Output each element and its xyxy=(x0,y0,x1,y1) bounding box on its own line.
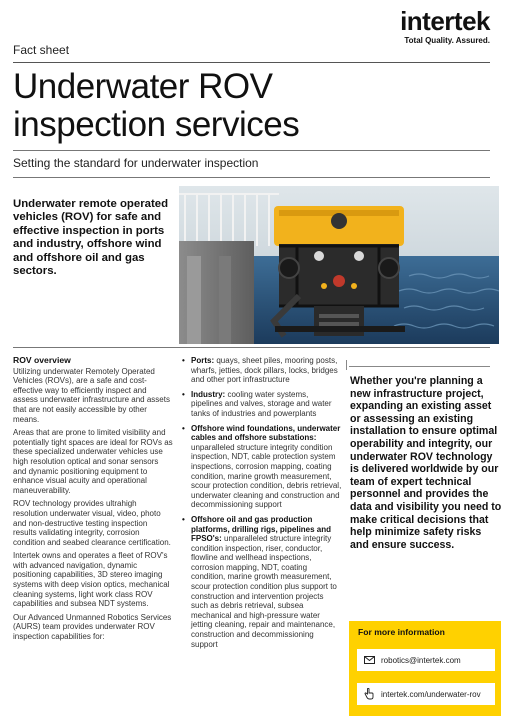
callout-rule xyxy=(349,366,490,367)
logo-tagline: Total Quality. Assured. xyxy=(404,36,490,45)
sector-label: Offshore oil and gas production platforms, drilling rigs, pipelines and FPSO's: xyxy=(191,514,332,544)
intro-statement: Underwater remote operated vehicles (ROV) for safe and effective inspection in ports and industry, offshore wind and offshore oil and gas sectors. xyxy=(13,198,169,278)
overview-paragraph: Our Advanced Unmanned Robotics Services (AURS) team provides underwater ROV inspection capabilities for: xyxy=(13,612,172,642)
subtitle-rule-bottom xyxy=(13,177,490,178)
website-text: intertek.com/underwater-rov xyxy=(381,689,481,699)
contact-heading: For more information xyxy=(358,627,445,637)
email-text: robotics@intertek.com xyxy=(381,655,461,665)
sector-text: quays, sheet piles, mooring posts, wharfs, jetties, dock pillars, locks, bridges and other port infrastructure xyxy=(191,356,338,385)
brand-logo xyxy=(400,8,490,45)
envelope-icon xyxy=(363,654,375,666)
logo-wordmark: intertek xyxy=(400,6,490,36)
sector-text: unparalleled structure integrity condition inspection, riser, conductor, flowline and wellhead inspections, corrosion mapping, NDT, coating condition, marine growth measurement, scour protection condition plus support to construction and intervention projects such as debris retrieval, subsea mechanical and high-pressure water jetting cleaning, repair and maintenance, construction and decommissioning support xyxy=(191,534,337,649)
sector-list-section xyxy=(182,356,342,654)
rov-photo xyxy=(179,186,499,344)
subtitle-rule-top xyxy=(13,150,490,151)
list-item xyxy=(182,424,342,510)
content-rule xyxy=(13,347,490,348)
overview-paragraph: Intertek owns and operates a fleet of ROV's with advanced navigation, dynamic positioning capabilities, 3D stereo imaging systems with deep vision optics, mechanical cleaning systems, light work class ROV capabilities and subsea NDT systems. xyxy=(13,551,170,609)
contact-box xyxy=(349,621,501,716)
overview-paragraph: ROV technology provides ultrahigh resolution underwater visual, video, photo and non-destructive testing inspection results validating integrity, corrosion condition and seabed clearance certification. xyxy=(13,499,171,547)
overview-heading: ROV overview xyxy=(13,355,71,365)
list-item xyxy=(182,390,342,419)
sector-list xyxy=(182,356,342,649)
website-link[interactable] xyxy=(357,683,495,705)
rov-overview-section xyxy=(13,356,173,646)
pointer-hand-icon xyxy=(363,688,375,700)
page-subtitle: Setting the standard for underwater inspection xyxy=(13,156,259,170)
sector-label: Offshore wind foundations, underwater cables and offshore substations: xyxy=(191,423,341,443)
sector-text: cooling water systems, pipelines and valves, storage and water tanks of industries and powerplants xyxy=(191,389,332,418)
header-rule xyxy=(13,62,490,63)
document-type: Fact sheet xyxy=(13,43,70,57)
sector-label: Industry: xyxy=(191,389,226,399)
list-item xyxy=(182,356,342,385)
page-title: Underwater ROV inspection services xyxy=(13,67,300,144)
sector-text: unparalleled structure integrity condition inspection, NDT, cable protection system inspections, corrosion mapping, coating condition, marine growth measurement, scour protection condition, debris retrieval, underwater cleaning and construction and decommissioning support xyxy=(191,442,342,510)
email-link[interactable] xyxy=(357,649,495,671)
column-divider xyxy=(346,360,347,370)
sector-label: Ports: xyxy=(191,356,215,365)
overview-paragraph: Areas that are prone to limited visibility and potentially tight spaces are ideal for ROVs as these specialized underwater vehicles use high resolution optical and sonar sensors and dynamic positioning equipment to enhance visual acuity and operational maneuverability. xyxy=(13,428,173,495)
overview-paragraph: Utilizing underwater Remotely Operated Vehicles (ROVs), are a safe and cost-effective way to efficiently inspect and assess underwater infrastructure and assets that are not easily accessible by other means. xyxy=(13,366,170,424)
callout-statement: Whether you're planning a new infrastructure project, expanding an existing asset or assessing an existing installation to ensure optimal operability and integrity, our underwater ROV technology is delivered worldwide by our team of expert technical personnel and provides the data and visibility you need to make critical decisions that help minimize safety risks and ensure success. xyxy=(350,375,502,551)
list-item xyxy=(182,515,342,649)
